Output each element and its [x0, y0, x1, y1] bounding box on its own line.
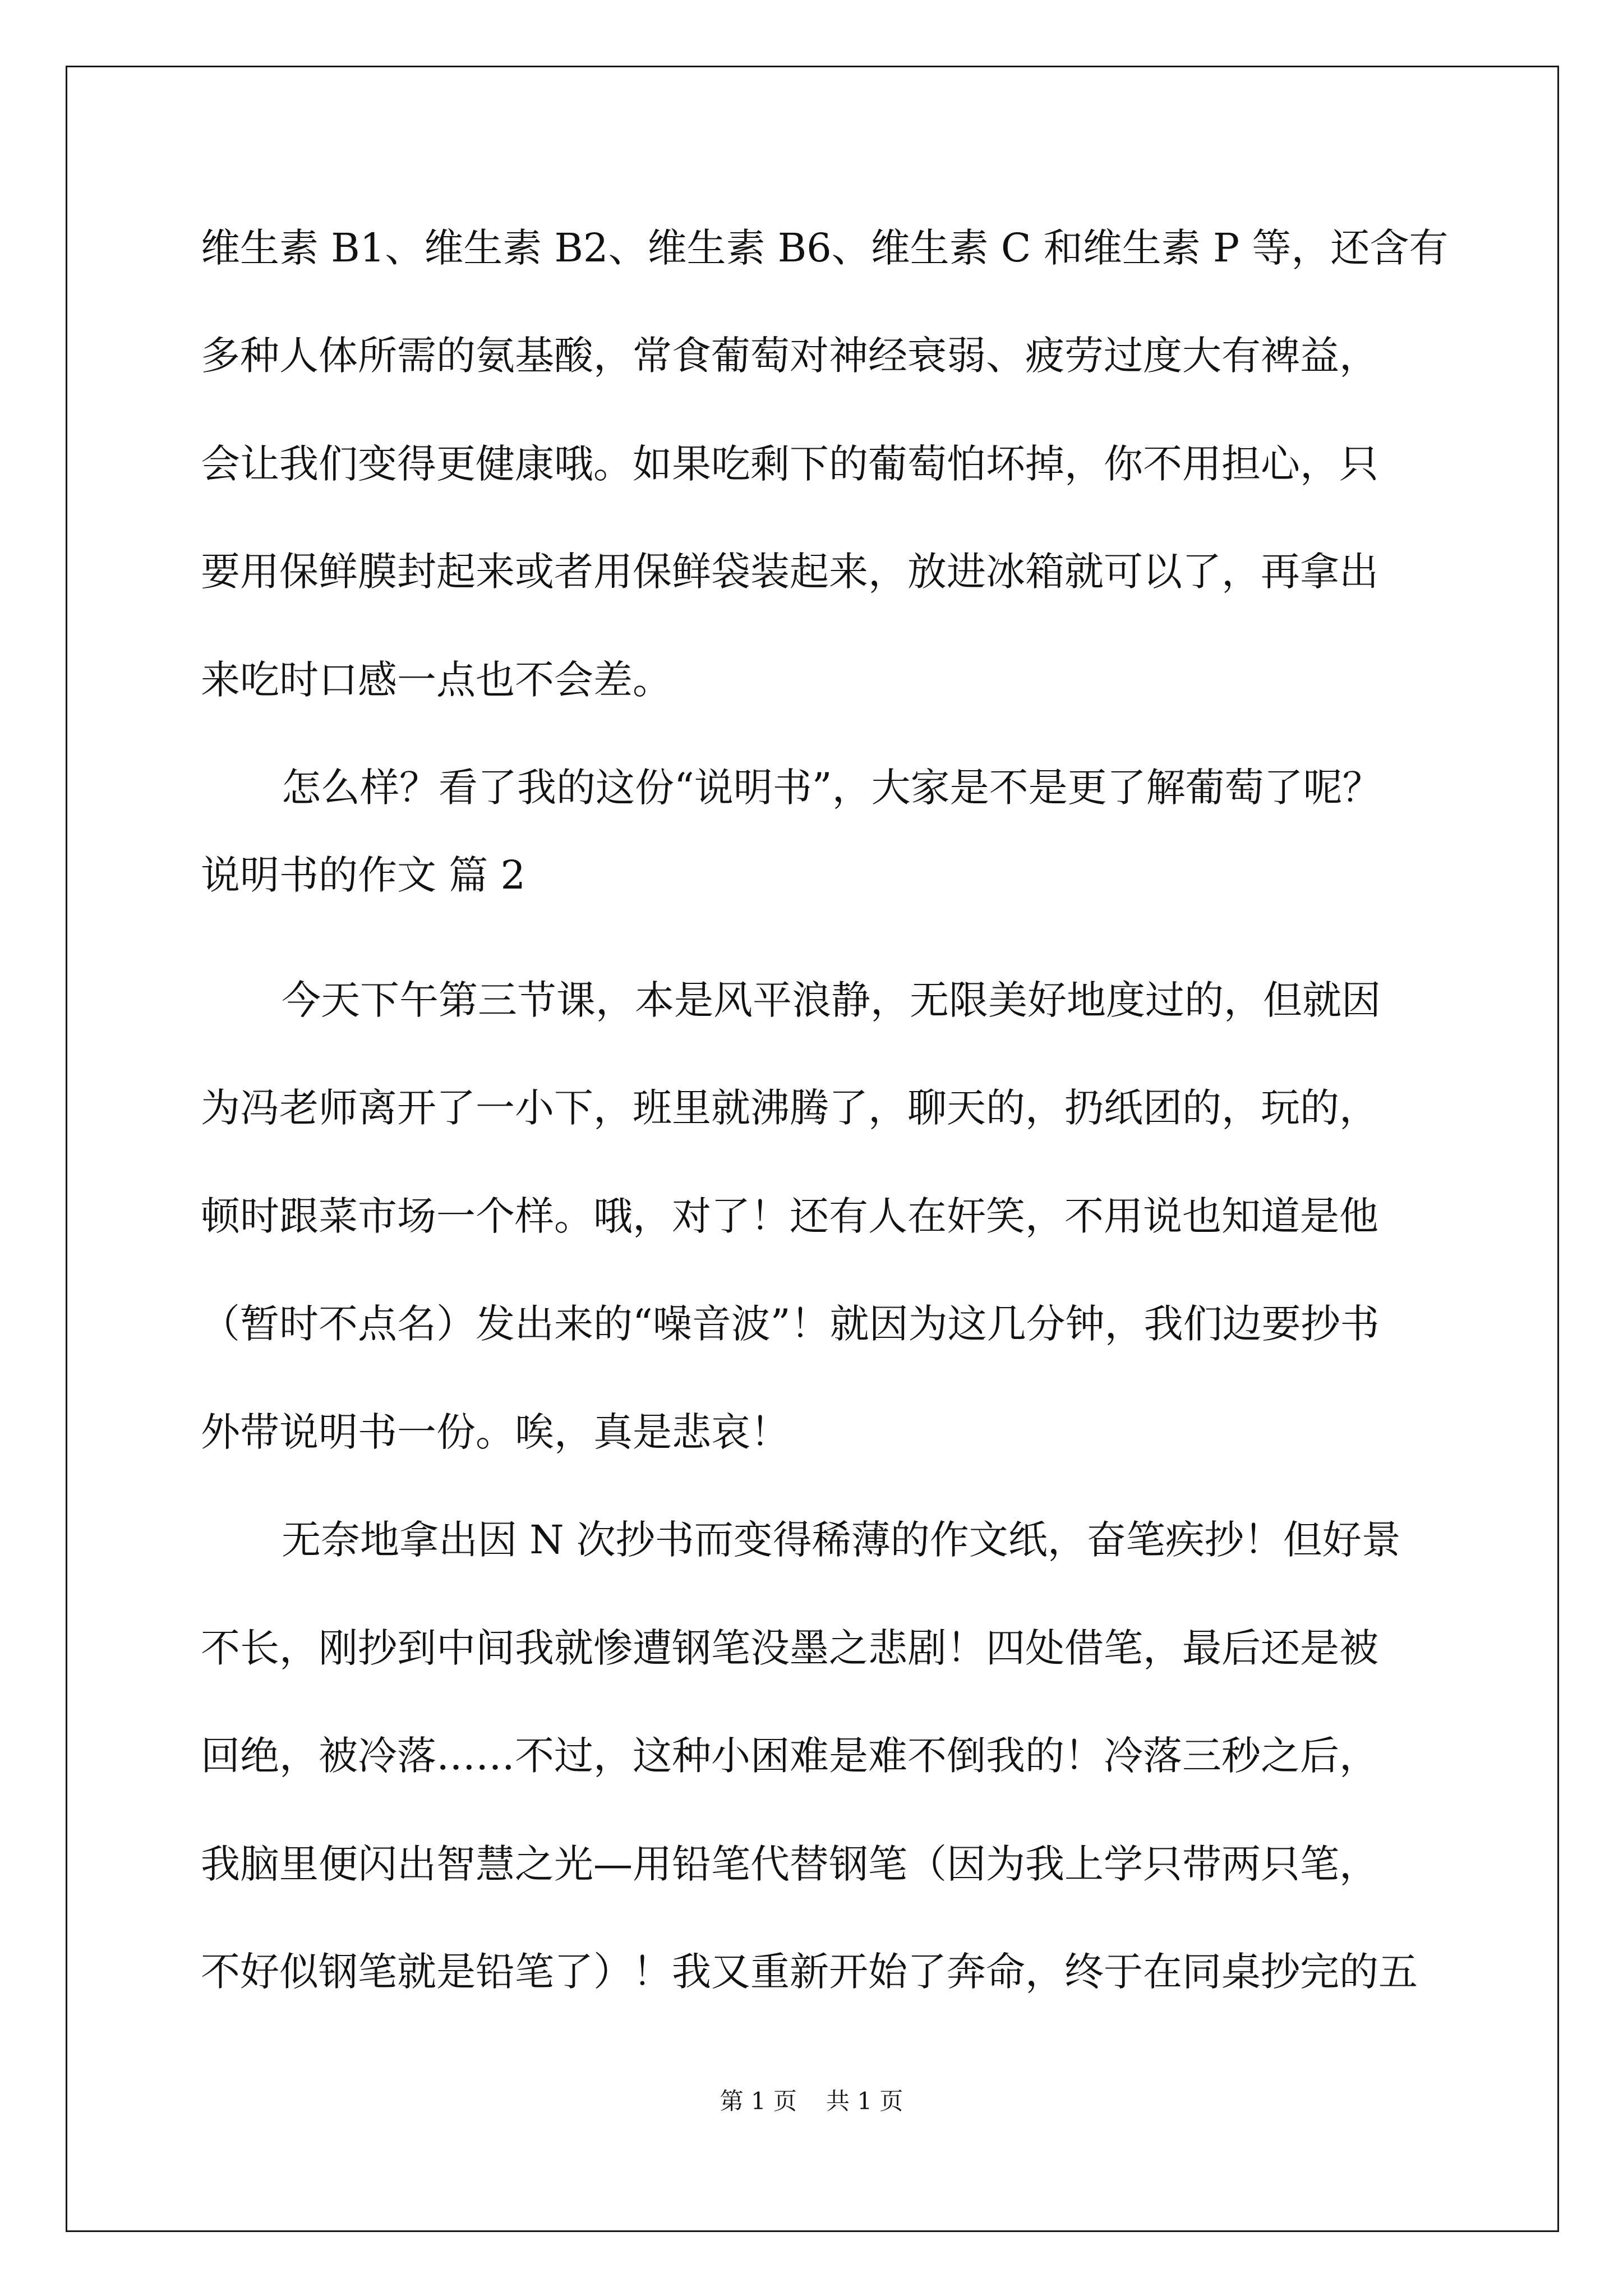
- text-line: 会让我们变得更健康哦。如果吃剩下的葡萄怕坏掉，你不用担心，只: [201, 441, 1378, 487]
- page-total: 共 1 页: [826, 2087, 903, 2115]
- text-line: 回绝，被冷落……不过，这种小困难是难不倒我的！冷落三秒之后，: [201, 1733, 1378, 1779]
- page-border: [66, 66, 1559, 2232]
- text-line: （暂时不点名）发出来的“噪音波”！就因为这几分钟，我们边要抄书: [201, 1301, 1380, 1347]
- text-line: 多种人体所需的氨基酸，常食葡萄对神经衰弱、疲劳过度大有裨益，: [201, 333, 1378, 379]
- text-line: 我脑里便闪出智慧之光—用铅笔代替钢笔（因为我上学只带两只笔，: [201, 1841, 1378, 1887]
- text-line: 不长，刚抄到中间我就惨遭钢笔没墨之悲剧！四处借笔，最后还是被: [201, 1625, 1378, 1671]
- text-line: 怎么样？看了我的这份“说明书”，大家是不是更了解葡萄了呢？: [282, 765, 1382, 811]
- text-line: 今天下午第三节课，本是风平浪静，无限美好地度过的，但就因: [282, 977, 1381, 1023]
- text-line: 外带说明书一份。唉，真是悲哀！: [201, 1409, 790, 1455]
- text-line: 来吃时口感一点也不会差。: [201, 657, 672, 703]
- text-line: 为冯老师离开了一小下，班里就沸腾了，聊天的，扔纸团的，玩的，: [201, 1085, 1378, 1131]
- text-line: 要用保鲜膜封起来或者用保鲜袋装起来，放进冰箱就可以了，再拿出: [201, 549, 1378, 595]
- page-footer: [0, 2086, 1623, 2117]
- text-line: 顿时跟菜市场一个样。哦，对了！还有人在奸笑，不用说也知道是他: [201, 1193, 1378, 1239]
- text-line: 不好似钢笔就是铅笔了）！我又重新开始了奔命，终于在同桌抄完的五: [201, 1949, 1418, 1995]
- text-line: 维生素 B1、维生素 B2、维生素 B6、维生素 C 和维生素 P 等，还含有: [201, 225, 1449, 271]
- section-heading: 说明书的作文 篇 2: [201, 852, 526, 898]
- page-number: 第 1 页: [720, 2087, 797, 2115]
- text-line: 无奈地拿出因 N 次抄书而变得稀薄的作文纸，奋笔疾抄！但好景: [282, 1517, 1401, 1563]
